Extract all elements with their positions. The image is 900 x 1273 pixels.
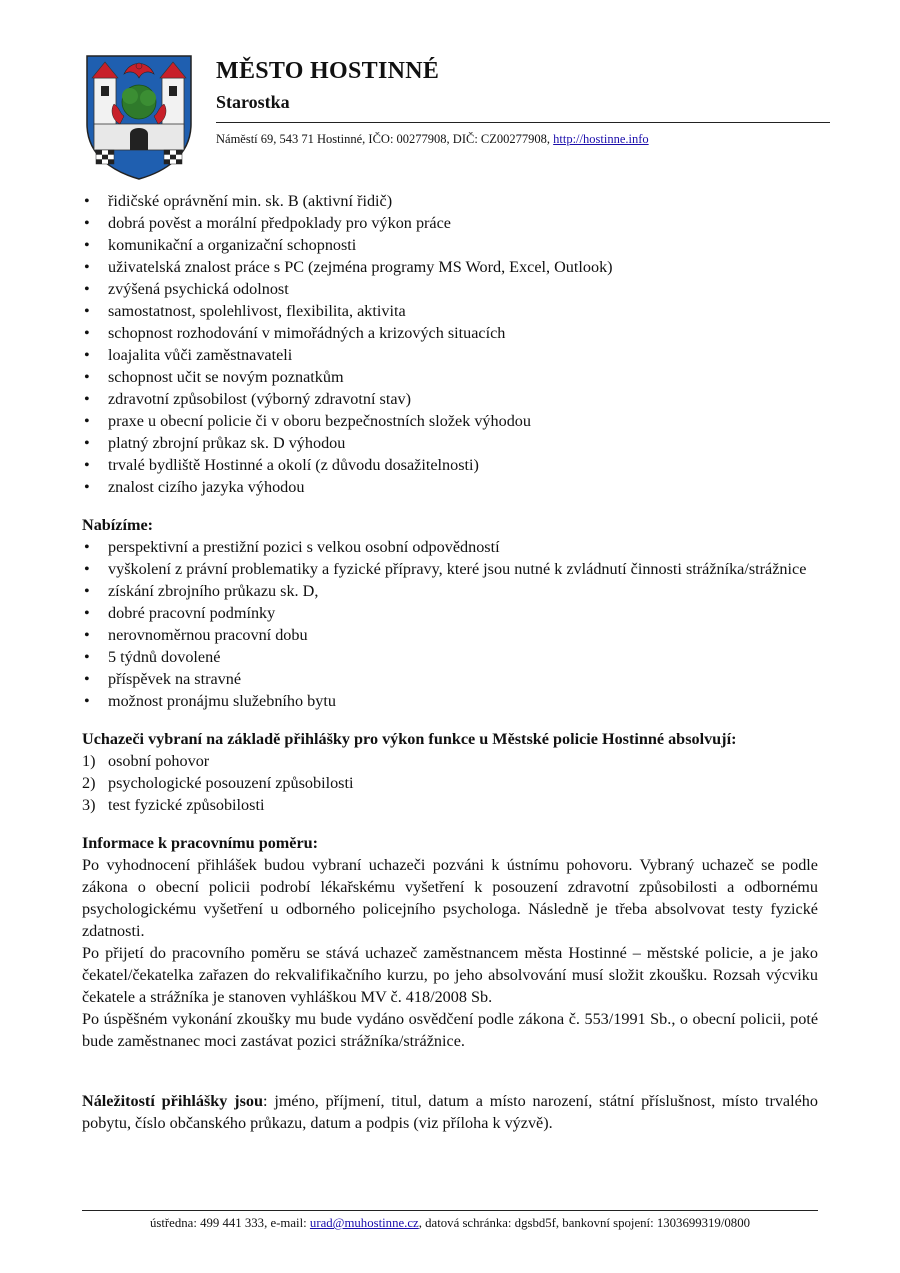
step-text: test fyzické způsobilosti: [108, 796, 265, 814]
list-item: • komunikační a organizační schopnosti: [82, 234, 818, 256]
list-item: • samostatnost, spolehlivost, flexibilita, aktivita: [82, 300, 818, 322]
requirements-list: [82, 190, 818, 498]
list-item: [82, 794, 818, 816]
list-item: • trvalé bydliště Hostinné a okolí (z důvodu dosažitelnosti): [82, 454, 818, 476]
offer-list: [82, 536, 818, 712]
website-link[interactable]: http://hostinne.info: [553, 132, 649, 146]
selection-steps: [82, 750, 818, 816]
town-coat-of-arms-icon: [84, 54, 194, 180]
list-item: • uživatelská znalost práce s PC (zejména programy MS Word, Excel, Outlook): [82, 256, 818, 278]
step-number: 3): [82, 796, 96, 814]
step-text: psychologické posouzení způsobilosti: [108, 774, 354, 792]
list-item: • nerovnoměrnou pracovní dobu: [82, 624, 818, 646]
list-item: • schopnost učit se novým poznatkům: [82, 366, 818, 388]
list-item: • vyškolení z právní problematiky a fyzické přípravy, které jsou nutné k zvládnutí činnosti strážníka/strážnice: [82, 558, 818, 580]
address-text: Náměstí 69, 543 71 Hostinné, IČO: 00277908, DIČ: CZ00277908,: [216, 132, 551, 146]
step-number: 1): [82, 752, 96, 770]
footer-divider: [82, 1210, 818, 1211]
letterhead: [84, 54, 830, 180]
employment-paragraph-3: Po úspěšném vykonání zkoušky mu bude vydáno osvědčení podle zákona č. 553/1991 Sb., o obecní policii, poté bude zaměstnanec moci zastávat pozici strážníka/strážnice.: [82, 1010, 818, 1050]
step-number: 2): [82, 774, 96, 792]
list-item: [82, 772, 818, 794]
list-item: • znalost cizího jazyka výhodou: [82, 476, 818, 498]
footer-prefix: ústředna: 499 441 333, e-mail:: [149, 1216, 307, 1230]
footer-contacts: [82, 1216, 818, 1231]
list-item: • zdravotní způsobilost (výborný zdravotní stav): [82, 388, 818, 410]
list-item: • 5 týdnů dovolené: [82, 646, 818, 668]
list-item: • dobré pracovní podmínky: [82, 602, 818, 624]
list-item: • zvýšená psychická odolnost: [82, 278, 818, 300]
application-label: Náležitostí přihlášky jsou: [82, 1092, 263, 1110]
employment-heading: Informace k pracovnímu poměru:: [82, 834, 319, 852]
list-item: [82, 750, 818, 772]
list-item: • loajalita vůči zaměstnavateli: [82, 344, 818, 366]
selection-heading: Uchazeči vybraní na základě přihlášky pro výkon funkce u Městské policie Hostinné absolvují:: [82, 730, 737, 748]
list-item: • řidičské oprávnění min. sk. B (aktivní řidič): [82, 190, 818, 212]
email-link[interactable]: urad@muhostinne.cz: [309, 1216, 419, 1230]
list-item: • praxe u obecní policie či v oboru bezpečnostních složek výhodou: [82, 410, 818, 432]
application-text: : jméno, příjmení, titul, datum a místo narození, státní příslušnost, místo trvalého pobytu, číslo občanského průkazu, datum a podpis (viz příloha k výzvě).: [82, 1092, 818, 1132]
list-item: • platný zbrojní průkaz sk. D výhodou: [82, 432, 818, 454]
list-item: • možnost pronájmu služebního bytu: [82, 690, 818, 712]
step-text: osobní pohovor: [108, 752, 210, 770]
list-item: • příspěvek na stravné: [82, 668, 818, 690]
employment-paragraph-1: Po vyhodnocení přihlášek budou vybraní uchazeči pozváni k ústnímu pohovoru. Vybraný uchazeč se podle zákona o obecní policii podrobí lékařskému vyšetření k posouzení zdravotní způsobilosti a odbornému psychologickému vyšetření u odborného policejního psychologa. Následně je třeba absolvovat testy fyzické zdatnosti.: [82, 856, 818, 940]
city-name: MĚSTO HOSTINNÉ: [216, 58, 440, 84]
employment-paragraph-2: Po přijetí do pracovního poměru se stává uchazeč zaměstnancem města Hostinné – městské policie, a je jako čekatel/čekatelka zařazen do rekvalifikačního kurzu, po jeho absolvování musí složit zkoušku. Rozsah výcviku čekatele a strážníka je stanoven vyhláškou MV č. 418/2008 Sb.: [82, 944, 818, 1006]
application-requirements: [82, 1090, 818, 1134]
footer-suffix: , datová schránka: dgsbd5f, bankovní spojení: 1303699319/0800: [418, 1216, 750, 1230]
header-divider: [216, 122, 830, 123]
list-item: • dobrá pověst a morální předpoklady pro výkon práce: [82, 212, 818, 234]
document-body: [82, 190, 818, 1134]
office-title: Starostka: [216, 92, 290, 112]
offer-heading: Nabízíme:: [82, 516, 154, 534]
list-item: • získání zbrojního průkazu sk. D,: [82, 580, 818, 602]
list-item: • perspektivní a prestižní pozici s velkou osobní odpovědností: [82, 536, 818, 558]
office-address: [216, 132, 649, 147]
list-item: • schopnost rozhodování v mimořádných a krizových situacích: [82, 322, 818, 344]
